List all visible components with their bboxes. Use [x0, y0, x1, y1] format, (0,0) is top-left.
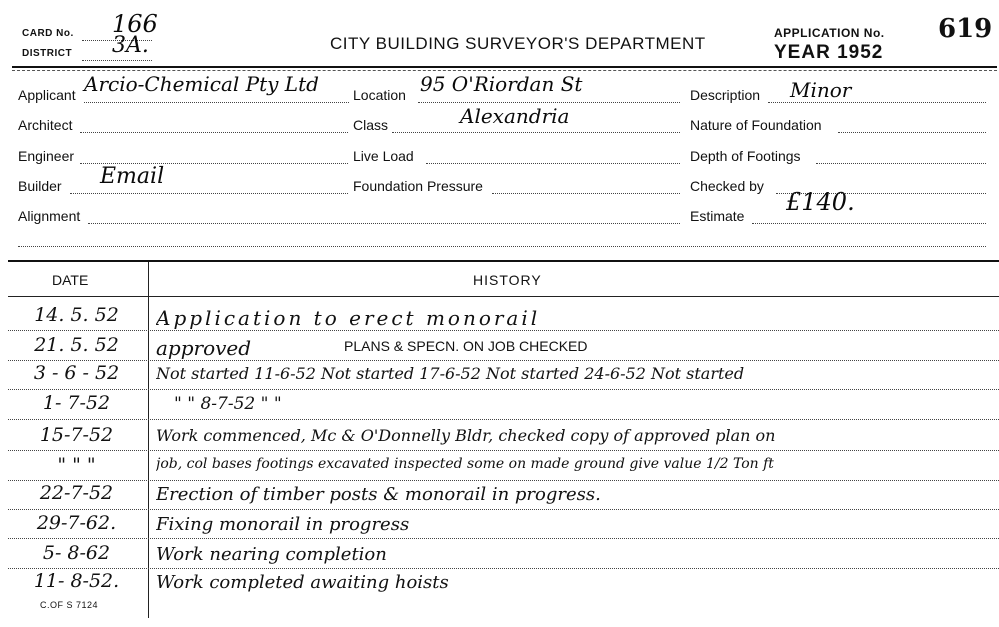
history-entry: Work commenced, Mc & O'Donnelly Bldr, checked copy of approved plan on [156, 426, 776, 445]
row-rule [8, 419, 999, 420]
depth-of-footings-label: Depth of Footings [690, 148, 801, 164]
plans-checked-stamp: PLANS & SPECN. ON JOB CHECKED [344, 338, 588, 354]
class-line [392, 132, 680, 133]
estimate-label: Estimate [690, 208, 745, 224]
description-label: Description [690, 87, 761, 103]
card-no-value: 166 [112, 10, 158, 38]
checked-by-label: Checked by [690, 178, 764, 194]
history-date: 14. 5. 52 [34, 304, 119, 326]
location-value: 95 O'Riordan St [420, 72, 583, 96]
history-header-rule [8, 296, 999, 297]
applicant-line [84, 102, 349, 103]
history-entry: Not started 11-6-52 Not started 17-6-52 Not started 24-6-52 Not started [156, 364, 745, 383]
application-no-label: APPLICATION No. [774, 26, 885, 40]
history-row [0, 542, 999, 569]
history-row [0, 334, 999, 361]
history-row [0, 424, 999, 451]
row-rule [8, 480, 999, 481]
header-rule [12, 66, 997, 68]
district-value: 3A. [112, 33, 149, 58]
application-no-value: 619 [938, 14, 993, 44]
alignment-label: Alignment [18, 208, 81, 224]
row-rule [8, 509, 999, 510]
foundation-pressure-line [492, 193, 680, 194]
class-value: Alexandria [460, 104, 570, 128]
history-column-header: HISTORY [473, 272, 542, 288]
row-rule [8, 568, 999, 569]
location-line [418, 102, 680, 103]
description-value: Minor [790, 78, 852, 102]
history-date: 1- 7-52 [42, 392, 111, 414]
history-top-rule [8, 260, 999, 262]
history-row [0, 482, 999, 509]
applicant-label: Applicant [18, 87, 76, 103]
builder-label: Builder [18, 178, 62, 194]
history-entry: approved [156, 336, 252, 360]
history-row [0, 392, 999, 419]
row-rule [8, 450, 999, 451]
history-row [0, 304, 999, 331]
history-entry: Erection of timber posts & monorail in progress. [156, 484, 601, 505]
card-no-label: CARD No. [22, 28, 74, 39]
engineer-label: Engineer [18, 148, 75, 164]
builder-value: Email [100, 164, 165, 189]
district-line [82, 60, 152, 61]
history-date: 29-7-62. [36, 512, 117, 534]
history-date: " " " [57, 454, 96, 476]
history-date: 11- 8-52. [33, 570, 120, 592]
architect-label: Architect [18, 117, 73, 133]
history-date: 15-7-52 [39, 424, 114, 446]
department-title: CITY BUILDING SURVEYOR'S DEPARTMENT [330, 34, 706, 53]
year-label: YEAR 1952 [774, 42, 884, 63]
live-load-label: Live Load [353, 148, 414, 164]
date-column-header: DATE [52, 272, 89, 288]
alignment-line [88, 223, 680, 224]
foundation-pressure-label: Foundation Pressure [353, 178, 483, 194]
builder-line [70, 193, 348, 194]
estimate-value: £140. [786, 188, 855, 216]
history-row [0, 512, 999, 539]
history-date: 3 - 6 - 52 [33, 362, 120, 384]
district-label: DISTRICT [22, 48, 73, 59]
history-entry: " " 8-7-52 " " [174, 394, 282, 414]
architect-line [80, 132, 348, 133]
nature-line [838, 132, 986, 133]
history-entry: Work nearing completion [156, 544, 387, 565]
location-label: Location [353, 87, 406, 103]
footer-code: C.OF S 7124 [40, 600, 99, 610]
history-row [0, 570, 999, 597]
blank-line [18, 246, 986, 247]
history-date: 22-7-52 [39, 482, 114, 504]
history-date: 21. 5. 52 [34, 334, 119, 356]
class-label: Class [353, 117, 389, 133]
estimate-line [752, 223, 986, 224]
history-row [0, 454, 999, 481]
row-rule [8, 330, 999, 331]
history-entry: job, col bases footings excavated inspected some on made ground give value 1/2 Ton ft [156, 456, 774, 472]
description-line [768, 102, 986, 103]
row-rule [8, 538, 999, 539]
history-date: 5- 8-62 [42, 542, 111, 564]
live-load-line [426, 163, 680, 164]
history-entry: Work completed awaiting hoists [156, 572, 449, 593]
applicant-value: Arcio-Chemical Pty Ltd [84, 72, 319, 96]
row-rule [8, 360, 999, 361]
header-rule-dashed [12, 70, 997, 71]
nature-of-foundation-label: Nature of Foundation [690, 117, 822, 133]
history-entry: Fixing monorail in progress [156, 514, 410, 535]
history-row [0, 362, 999, 389]
history-entry: Application to erect monorail [156, 306, 541, 330]
row-rule [8, 389, 999, 390]
depth-line [816, 163, 986, 164]
